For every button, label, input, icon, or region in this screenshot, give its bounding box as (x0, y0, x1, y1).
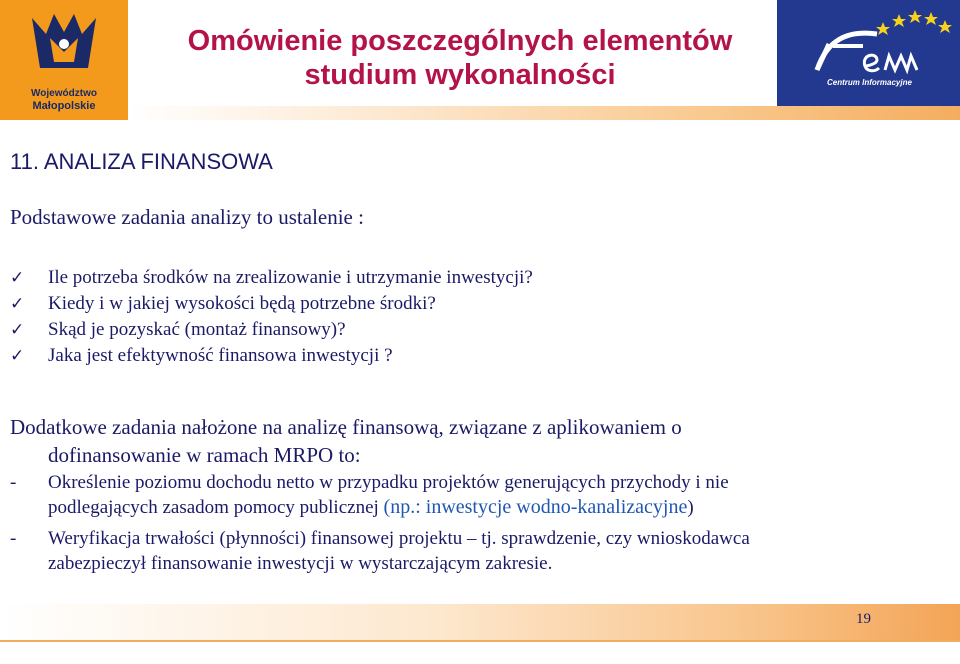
dash-item-line1: Weryfikacja trwałości (płynności) finansowej projektu – tj. sprawdzenie, czy wnioskodawca (48, 528, 750, 549)
checklist-item (10, 265, 533, 291)
checklist-item-text: Skąd je pozyskać (montaż finansowy)? (48, 319, 346, 340)
additional-tasks-line1: Dodatkowe zadania nałożone na analizę finansową, związane z aplikowaniem o (10, 415, 682, 439)
footer-decor-band (0, 604, 960, 640)
dash-marker: - (10, 472, 17, 493)
dash-list-item (10, 470, 940, 520)
fem-logo-icon (777, 0, 960, 108)
header-decor-band (128, 106, 960, 120)
logo-text-line2: Małopolskie (32, 100, 96, 112)
fem-logo (777, 0, 960, 108)
dash-list (10, 470, 940, 582)
checklist-item (10, 317, 533, 343)
page-number: 19 (856, 611, 871, 627)
checkmark-icon: ✓ (10, 320, 25, 340)
dash-item-text-end: ) (687, 497, 694, 518)
dash-item-line2 (48, 495, 940, 520)
title-line-1: Omówienie poszczególnych elementów (187, 25, 733, 57)
highlight-example: (np.: inwestycje wodno-kanalizacyjne (383, 496, 688, 518)
section-heading: 11. ANALIZA FINANSOWA (10, 149, 273, 174)
malopolska-logo-icon (24, 8, 104, 86)
checkmark-icon: ✓ (10, 346, 25, 366)
title-line-2: studium wykonalności (304, 59, 616, 91)
slide-title (150, 24, 770, 92)
dash-item-line1: Określenie poziomu dochodu netto w przypadku projektów generujących przychody i nie (48, 472, 729, 493)
checklist-item-text: Jaka jest efektywność finansowa inwestycji ? (48, 345, 393, 366)
checklist-item (10, 343, 533, 369)
dash-list-item (10, 526, 940, 576)
logo-text-line1: Województwo (31, 88, 97, 99)
additional-tasks-paragraph (10, 413, 910, 469)
dash-marker: - (10, 528, 17, 549)
dash-item-line2: zabezpieczył finansowanie inwestycji w wystarczającym zakresie. (48, 553, 553, 574)
checklist-item-text: Kiedy i w jakiej wysokości będą potrzebne środki? (48, 293, 436, 314)
dash-item-text: podlegających zasadom pomocy publicznej (48, 497, 384, 518)
checklist-item-text: Ile potrzeba środków na zrealizowanie i utrzymanie inwestycji? (48, 267, 533, 288)
fem-logo-subtitle: Centrum Informacyjne (827, 78, 912, 87)
slide-header (0, 0, 960, 110)
malopolska-logo (0, 0, 128, 120)
checkmark-icon: ✓ (10, 294, 25, 314)
checklist (10, 265, 533, 369)
checkmark-icon: ✓ (10, 268, 25, 288)
additional-tasks-line2: dofinansowanie w ramach MRPO to: (48, 443, 361, 467)
footer-line (0, 640, 960, 642)
intro-text: Podstawowe zadania analizy to ustalenie : (10, 205, 364, 229)
checklist-item (10, 291, 533, 317)
